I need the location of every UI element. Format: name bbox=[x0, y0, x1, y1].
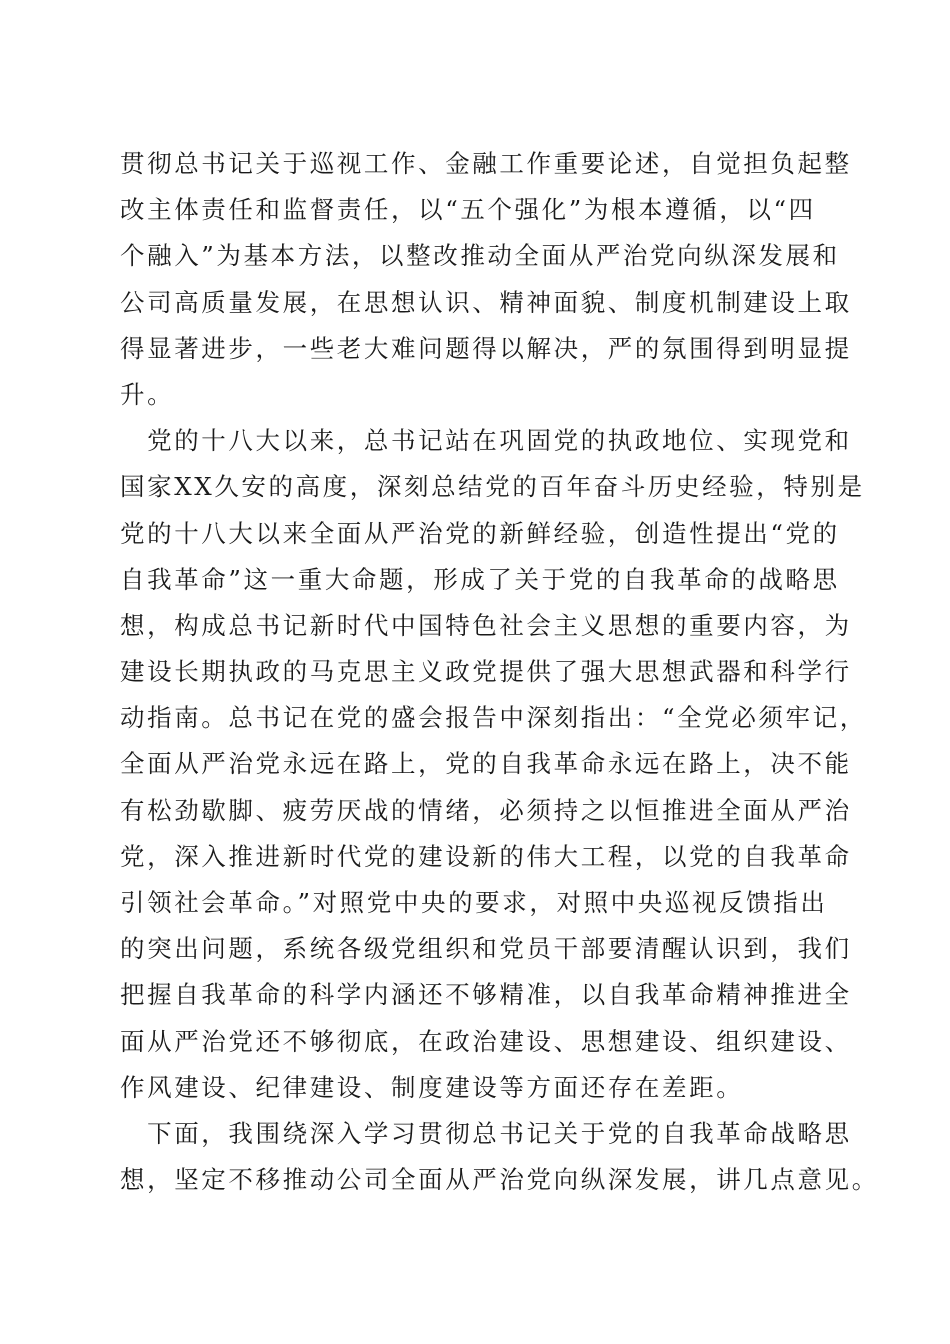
text-line: 建设长期执政的马克思主义政党提供了强大思想武器和科学行 bbox=[120, 657, 852, 687]
text-line: 党的十八大以来，总书记站在巩固党的执政地位、实现党和 bbox=[120, 426, 852, 456]
text-line: 想，构成总书记新时代中国特色社会主义思想的重要内容，为 bbox=[120, 610, 852, 640]
text-line: 把握自我革命的科学内涵还不够精准，以自我革命精神推进全 bbox=[120, 980, 852, 1010]
text-line: 改主体责任和监督责任，以“五个强化”为根本遵循，以“四 bbox=[120, 195, 816, 225]
text-line: 得显著进步，一些老大难问题得以解决，严的氛围得到明显提 bbox=[120, 333, 852, 363]
text-line: 公司高质量发展，在思想认识、精神面貌、制度机制建设上取 bbox=[120, 287, 852, 317]
paragraph-3 bbox=[120, 1111, 879, 1203]
text-line: 党的十八大以来全面从严治党的新鲜经验，创造性提出“党的 bbox=[120, 518, 840, 548]
text-line: 升。 bbox=[120, 379, 175, 409]
text-line: 贯彻总书记关于巡视工作、金融工作重要论述，自觉担负起整 bbox=[120, 149, 852, 178]
text-line: 作风建设、纪律建设、制度建设等方面还存在差距。 bbox=[120, 1072, 744, 1102]
text-line: 全面从严治党永远在路上，党的自我革命永远在路上，决不能 bbox=[120, 749, 852, 779]
text-line: 面从严治党还不够彻底，在政治建设、思想建设、组织建设、 bbox=[120, 1026, 852, 1056]
text-line: 想，坚定不移推动公司全面从严治党向纵深发展，讲几点意见。 bbox=[120, 1165, 879, 1195]
document-body bbox=[120, 141, 879, 1203]
text-line: 下面，我围绕深入学习贯彻总书记关于党的自我革命战略思 bbox=[120, 1118, 852, 1148]
paragraph-1 bbox=[120, 141, 852, 418]
text-line: 党，深入推进新时代党的建设新的伟大工程，以党的自我革命 bbox=[120, 841, 852, 871]
text-line: 有松劲歇脚、疲劳厌战的情绪，必须持之以恒推进全面从严治 bbox=[120, 795, 852, 825]
paragraph-2 bbox=[120, 418, 867, 1111]
text-line: 的突出问题，系统各级党组织和党员干部要清醒认识到，我们 bbox=[120, 934, 852, 964]
text-line: 动指南。总书记在党的盛会报告中深刻指出：“全党必须牢记， bbox=[120, 703, 867, 733]
text-line: 国家XX久安的高度，深刻总结党的百年奋斗历史经验，特别是 bbox=[120, 472, 865, 502]
text-line: 个融入”为基本方法，以整改推动全面从严治党向纵深发展和 bbox=[120, 241, 840, 271]
text-line: 引领社会革命。”对照党中央的要求，对照中央巡视反馈指出 bbox=[120, 888, 828, 917]
text-line: 自我革命”这一重大命题，形成了关于党的自我革命的战略思 bbox=[120, 564, 840, 594]
